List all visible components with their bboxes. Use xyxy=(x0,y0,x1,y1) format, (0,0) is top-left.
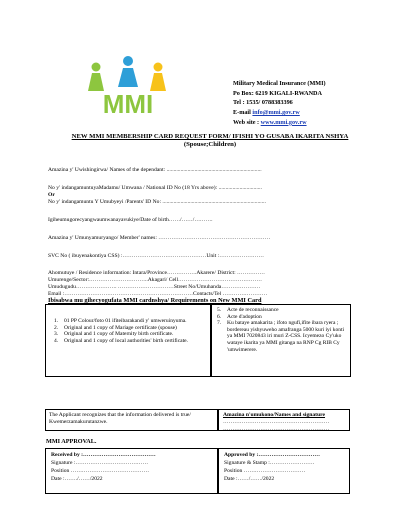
header-contact xyxy=(233,79,326,128)
requirements-right-list xyxy=(217,307,349,353)
org-name: Military Medical Insurance (MMI) xyxy=(233,80,326,87)
telephone: Tel : 1535/ 0788383396 xyxy=(233,99,293,107)
approved-position-field[interactable]: Position …………………………… xyxy=(224,468,306,474)
received-position-field[interactable]: Position …………………………………… xyxy=(51,468,150,474)
parent-id-field[interactable]: No y' indangamuntu Y Umubyeyi /Parents' ID No: .......................................................................... xyxy=(48,199,266,205)
list-item: 6. Acte d'adoption xyxy=(217,313,262,320)
po-box: Po Box: 6219 KIGALI-RWANDA xyxy=(233,89,322,97)
web-link[interactable]: www.mmi.gov.rw xyxy=(260,118,307,126)
requirements-left-box xyxy=(45,304,211,377)
web-row xyxy=(233,118,326,128)
date-of-birth-field[interactable]: Igiheumugorecyangwaumwanayavukiye/Date of birth……/……/………. xyxy=(48,217,213,223)
web-label: Web site : xyxy=(233,118,261,126)
form-title-block xyxy=(40,133,380,150)
list-item: 4. Original and 1 copy of local authorities' birth certificate. xyxy=(54,337,188,344)
approved-signature-field[interactable]: Signature & Stamp :…………………… xyxy=(224,460,315,466)
signature-heading: Amazina n'umukono/Names and signature xyxy=(223,412,326,418)
requirements-left-list xyxy=(54,318,206,344)
svc-unit-field[interactable]: SVC No ( ibuyenakontiya CSS) :………………………………………Unit :…………………… xyxy=(48,253,264,259)
village-street-field[interactable]: Umudugudu…………………. …………………………Street No/Umuhanda………………… xyxy=(48,284,261,290)
received-by-field[interactable]: Received by :………………………………… xyxy=(51,452,156,458)
recognition-box: The Applicant recognizes that the information delivered is true/ Kwemerzamakurutanzwe. xyxy=(45,409,218,431)
list-item: 5. Acte de reconnaissance xyxy=(217,307,279,313)
approved-date-field[interactable]: Date :……/……/2022 xyxy=(224,476,275,482)
dependant-name-field[interactable]: Amazina y' Uwishingirwa/ Names of the dependant: .................................................................... xyxy=(48,167,262,173)
approved-box xyxy=(218,448,350,494)
requirements-heading: Ibisabwa mu gihecyogufata MMI cardnshya/ Requirements on New MMI Card xyxy=(48,297,262,304)
signature-line[interactable]: ………………………………………………… xyxy=(223,419,330,425)
logo-text: MMI xyxy=(102,89,154,119)
received-date-field[interactable]: Date :……./……/2022 xyxy=(51,476,103,482)
dependant-id-field[interactable]: No y' indangamuntuyaMadamu/ Umwana / National ID No (18 Yrs above): ............................... xyxy=(48,185,262,191)
list-item: 1. 01 PP Colour/foto 01 ifiteibarakandi y' umweruinyuma. xyxy=(54,318,187,324)
list-item: 3. Original and 1 copy of Maternity birth certificate. xyxy=(54,331,174,338)
or-label: Or xyxy=(48,192,55,198)
member-names-field[interactable]: Amazina y' Umunyamuryango/ Member' names: …………………………………………………… xyxy=(48,235,271,241)
signature-box xyxy=(218,409,350,431)
email-row xyxy=(233,108,326,118)
received-signature-field[interactable]: Signature :………………………………… xyxy=(51,460,149,466)
sector-cell-field[interactable]: Umurenge/Sector:…………………………..Akagari/ Cell……………………………………… xyxy=(48,277,262,283)
list-item: 7. Ku bataye amakarita ; ifoto ngufi,ifite ibara ryera ; bordereau yishyuweho amafranga 5000 kuri iyi konti ya MMI 7020843 iri muri Z-CSS. Icyemezo Cy'uko wataye ikarita ya MMI gitanga na RNP Cg RIB Cy 'umwimerere. xyxy=(217,320,344,353)
form-title: NEW MMI MEMBERSHIP CARD REQUEST FORM/ IFISHI YO GUSABA IKARITA NSHYA xyxy=(71,133,349,140)
requirements-right-box xyxy=(211,304,351,377)
email-label: E-mail xyxy=(233,109,253,117)
approval-heading: MMI APPROVAL. xyxy=(46,438,97,445)
form-subtitle: (Spouse;Children) xyxy=(183,141,237,149)
list-item: 2. Original and 1 copy of Mariage certificate (spouse) xyxy=(54,324,177,331)
mmi-logo xyxy=(74,53,182,123)
email-contact-field[interactable]: Email :……………………………………………………………Contacts/Tel …………………… xyxy=(48,291,268,297)
signature-line[interactable]: ………………………………………………… xyxy=(223,426,330,432)
residence-field[interactable]: Ahomutuye / Residence information: Intara/Province…………….Akarere/ District: …………… xyxy=(48,270,266,276)
email-link[interactable]: info@mmi.gov.rw xyxy=(252,109,300,117)
approved-by-field[interactable]: Approved by :…………………………… xyxy=(224,452,320,458)
received-box xyxy=(45,448,218,494)
